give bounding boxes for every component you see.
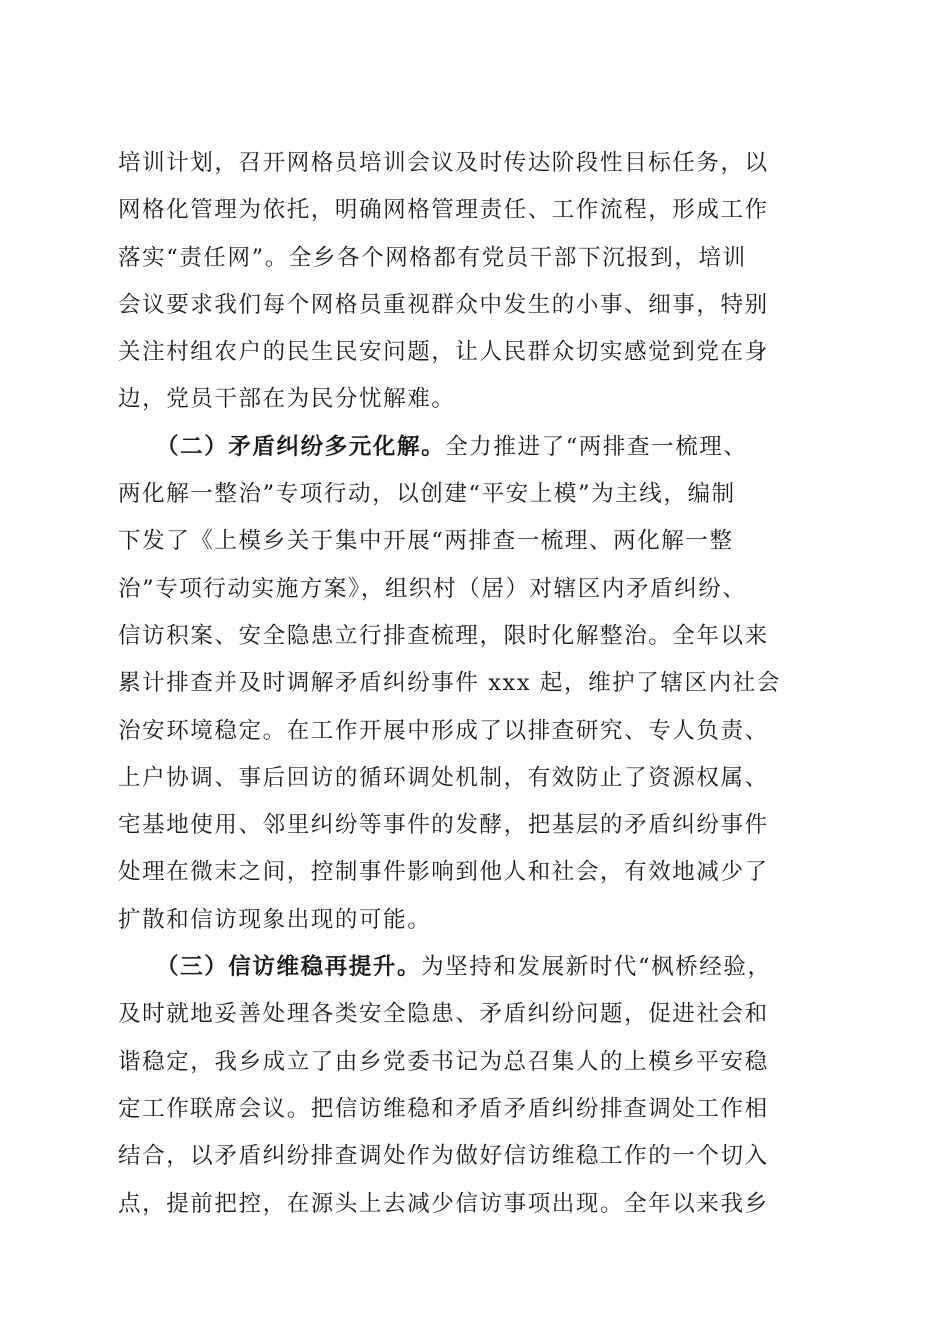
text-line: 扩散和信访现象出现的可能。 [118,906,432,933]
text-line: 边，党员干部在为民分忧解难。 [118,386,456,413]
text-line: 网格化管理为依托，明确网格管理责任、工作流程，形成工作 [118,197,769,224]
section-heading: （三）信访维稳再提升。 [156,954,422,981]
text-line: 治”专项行动实施方案》，组织村（居）对辖区内矛盾纠纷、 [118,575,747,602]
text-line: 会议要求我们每个网格员重视群众中发生的小事、细事，特别 [118,291,769,318]
text-line: 治安环境稳定。在工作开展中形成了以排查研究、专人负责、 [118,717,769,744]
text-line: 及时就地妥善处理各类安全隐患、矛盾纠纷问题，促进社会和 [118,1001,769,1028]
section-heading: （二）矛盾纠纷多元化解。 [156,433,446,460]
text-line: 关注村组农户的民生民安问题，让人民群众切实感觉到党在身 [118,339,769,366]
text-line: 谐稳定，我乡成立了由乡党委书记为总召集人的上模乡平安稳 [118,1048,769,1075]
text-line: 累计排查并及时调解矛盾纠纷事件 xxx 起，维护了辖区内社会 [118,670,781,697]
text-line: 处理在微末之间，控制事件影响到他人和社会，有效地减少了 [118,859,769,886]
text-line: 两化解一整治”专项行动，以创建“平安上模”为主线，编制 [118,481,736,508]
paragraph-petition-stability [118,944,834,1228]
text-line: 上户协调、事后回访的循环调处机制，有效防止了资源权属、 [118,764,769,791]
text-line: 点，提前把控，在源头上去减少信访事项出现。全年以来我乡 [118,1190,769,1217]
text-line: 宅基地使用、邻里纠纷等事件的发酵，把基层的矛盾纠纷事件 [118,812,769,839]
text-line: 定工作联席会议。把信访维稳和矛盾矛盾纠纷排查调处工作相 [118,1095,769,1122]
text-line: 落实“责任网”。全乡各个网格都有党员干部下沉报到，培训 [118,244,747,271]
paragraph-grid-management [118,140,834,424]
text-line: 信访积案、安全隐患立行排查梳理，限时化解整治。全年以来 [118,622,769,649]
paragraph-first-line [118,424,834,471]
paragraph-first-line [118,944,834,991]
text-line: 下发了《上模乡关于集中开展“两排查一梳理、两化解一整 [118,528,734,555]
text-run: 为坚持和发展新时代“枫桥经验， [421,954,772,981]
text-line: 结合，以矛盾纠纷排查调处作为做好信访维稳工作的一个切入 [118,1143,769,1170]
paragraph-dispute-resolution [118,424,834,944]
text-line: 培训计划，召开网格员培训会议及时传达阶段性目标任务，以 [118,150,769,176]
document-body [118,140,834,1228]
text-run: 全力推进了“两排查一梳理、 [445,433,748,460]
